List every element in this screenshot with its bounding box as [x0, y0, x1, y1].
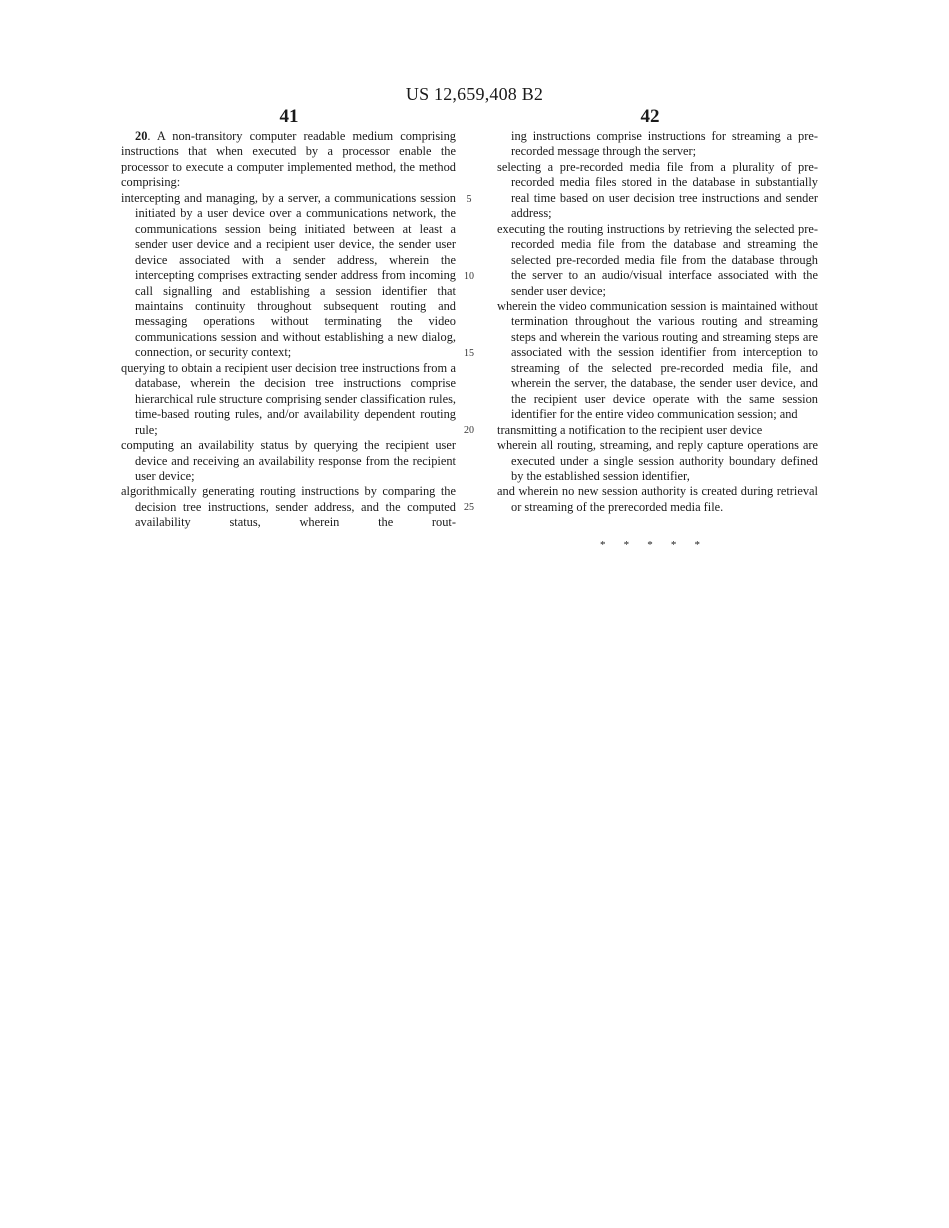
asterisk: *: [694, 539, 700, 551]
claim-clause: wherein the video communication session is maintained without termination throughout the various routing and streaming steps and wherein the various routing and streaming steps are associated with the session identifier from interception to streaming of the selected pre-recorded media file, and wherein the server, the database, the sender user device, and the recipient user device operate with the same session identifier for the entire video communication session; and: [497, 298, 818, 422]
claim-clause: computing an availability status by querying the recipient user device and receiving an availability response from the recipient user device;: [121, 438, 456, 483]
claim-clause: and wherein no new session authority is created during retrieval or streaming of the prerecorded media file.: [497, 484, 818, 514]
line-number: 20: [464, 425, 474, 436]
page-number-right: 42: [640, 106, 660, 127]
claim-clause: querying to obtain a recipient user decision tree instructions from a database, wherein the decision tree instructions comprise hierarchical rule structure comprising sender classification rules, time-based routing rules, and/or availability dependent routing rule;: [121, 360, 456, 437]
claim-clause: algorithmically generating routing instructions by comparing the decision tree instructions, sender address, and the computed availability status, wherein the rout-: [121, 484, 456, 530]
asterisk: *: [623, 539, 630, 551]
line-number: 10: [464, 271, 474, 282]
line-number: 15: [464, 348, 474, 359]
end-of-document-marker: [600, 539, 700, 551]
claim-number: 20: [135, 129, 148, 143]
left-column: [121, 129, 456, 531]
claim-clause: wherein all routing, streaming, and reply capture operations are executed under a single session authority boundary defined by the established session identifier,: [497, 438, 818, 483]
asterisk: *: [600, 539, 606, 551]
claim-clause: selecting a pre-recorded media file from a plurality of pre-recorded media files stored in the database in substantially real time based on user decision tree instructions and sender address;: [497, 159, 818, 221]
claim-intro: [121, 129, 456, 191]
right-column: [497, 129, 818, 515]
asterisk: *: [647, 539, 653, 551]
claim-continuation: ing instructions comprise instructions for streaming a pre-recorded message through the server;: [511, 129, 818, 159]
claim-clause: transmitting a notification to the recipient user device: [497, 422, 763, 437]
page-number-left: 41: [279, 106, 299, 127]
patent-number-header: US 12,659,408 B2: [405, 84, 544, 104]
line-number: 25: [464, 502, 474, 513]
claim-clause: executing the routing instructions by retrieving the selected pre-recorded media file from the database and streaming the selected pre-recorded media file from the database through the server to an audio/visual interface associated with the sender user device;: [497, 221, 818, 298]
line-number: 5: [466, 194, 472, 205]
claim-intro-text: . A non-transitory computer readable medium comprising instructions that when executed by a processor enable the processor to execute a computer implemented method, the method comprising:: [121, 129, 456, 190]
claim-clause: intercepting and managing, by a server, a communications session initiated by a user device over a communications network, the communications session being initiated between at least a sender user device and a recipient user device, the sender user device associated with a sender address, wherein the intercepting comprises extracting sender address from incoming call signalling and establishing a session identifier that maintains continuity throughout subsequent routing and messaging operations without terminating the video communications session and without establishing a new dialog, connection, or security context;: [121, 190, 456, 360]
asterisk: *: [670, 539, 677, 551]
